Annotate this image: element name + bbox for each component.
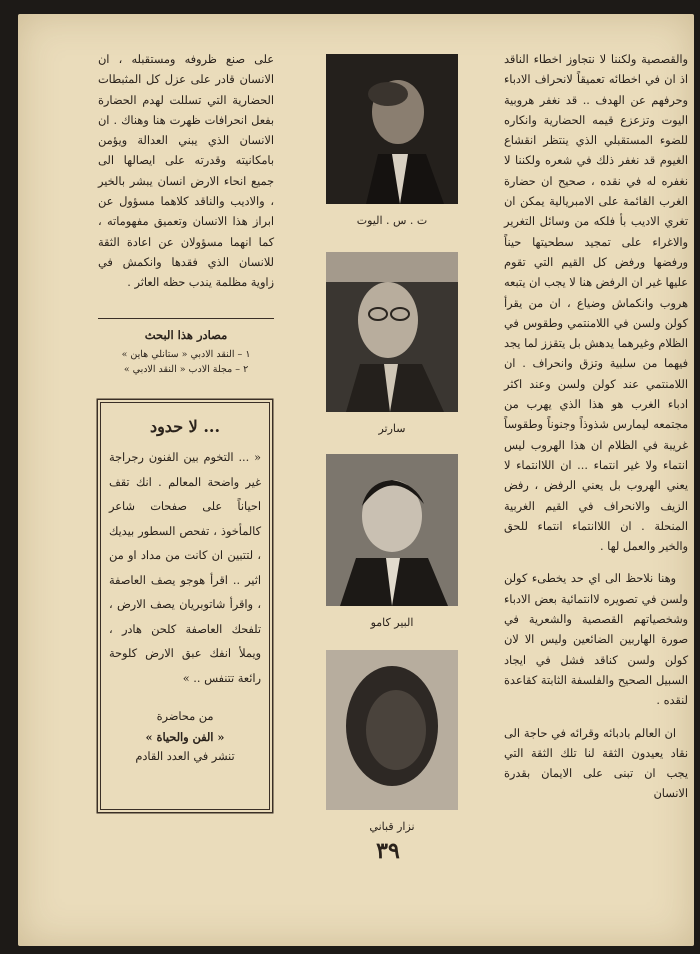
source-line: تنشر في العدد القادم bbox=[135, 750, 235, 763]
photo-qabbani bbox=[326, 650, 458, 810]
references bbox=[98, 328, 274, 377]
article-paragraph: وهنا نلاحظ الى اي حد يخطىء كولن ولسن في تصويره لاانتمائية بعض الادباء وشخصياتهم القصصية والشعرية في صورة الهاربين الضائعين وليس الا لان كولن ولسن كناقد فشل في ايجاد السبيل الصحيح والفلسفة الثابتة كقاعدة لنقده . bbox=[504, 572, 688, 708]
page-number: ٣٩ bbox=[376, 838, 400, 864]
article-paragraph: على صنع ظروفه ومستقبله ، ان الانسان قادر على عزل كل المثبطات الحضارية التي تسللت لهدم الحضارة بفعل انحرافات ظهرت هنا وهناك . ان الانسان الذي يبني العدالة ويؤمن بامكانيته وقدرته على ايصالها الى جميع انحاء الارض انسان يبشر بالخير ، والاديب والناقد كلاهما مسؤول عن ابراز هذا الانسان وتعميق مفهوماته ، كما انهما مسؤولان عن اعادة الثقة للانسان الذي فقدها وانكمش في زاوية مظلمة يندب حظه العاثر . bbox=[98, 53, 274, 290]
photo-camus bbox=[326, 454, 458, 606]
references-title: مصادر هذا البحث bbox=[144, 328, 228, 342]
divider bbox=[98, 318, 274, 319]
article-paragraph: ان العالم بادبائه وقرائه في حاجة الى نقاد يعيدون الثقة لنا تلك الثقة التي يجب ان تبنى على الايمان بقدرة الانسان bbox=[504, 726, 688, 801]
photo-caption: سارتر bbox=[378, 422, 406, 435]
quote-box bbox=[100, 402, 270, 810]
photo-caption: البير كامو bbox=[370, 616, 414, 629]
article-column-right bbox=[504, 50, 688, 805]
photo-caption: ت . س . اليوت bbox=[356, 214, 428, 227]
source-line: من محاضرة bbox=[156, 710, 214, 723]
photo-eliot bbox=[326, 54, 458, 204]
article-paragraph: والقصصية ولكننا لا نتجاوز اخطاء الناقد اذ ان في اخطائه تعميقاً لانحراف الادباء وحرفهم عن الهدف .. قد نغفر هروبية اليوت وتزعزع قيمه الحضارية وانكاره للضوء المستقبلي الذي ينتظر انقشاع الغيوم قد نغفر ذلك في شعره ولكننا لا نغفره له في نقده ، صحيح ان حضارة الغرب القائمة على الامبريالية يمكن ان تغري الاديب بأ فلكه من وسائل التغرير والاغراء على تمجيد سطحيتها حيناً ورفضها ورفض كل القيم التي تقوم عليها غير ان الرفض هنا لا يجب ان يتبعه هروب وانكماش وضياع ، ان من يقرأ كولن ولسن في اللامنتمي وطقوس في الظلام وغيرهما يدهش بل يتقزز لما يجد فيهما من سلبية وتزق وانحراف . ان اللامنتمي عند كولن ولسن وعند اكثر ادباء الغرب هو هذا الذي يهرب من مجتمعه ليمارس شذوذاً وجنوناً وطقوساً غريبة في الظلام ان هذا الهروب ليس انتماء ولا غير انتماء ... ان اللاانتماء لا يعني الهروب بل يعني الرفض ، رفض الزيف والانحراف في القيم الغربية المنحلة . ان اللاانتماء انتماء للحق والخير والعمل لها . bbox=[504, 53, 688, 554]
quote-text: « ... التخوم بين الفنون رجراجة غير واضحة المعالم . انك تقف احياناً على صفحات شاعر كالمأخوذ ، تفحص السطور بيديك ، لتتبين ان كانت من مداد او من اثير .. اقرأ هوجو يصف العاصفة ، واقرأ شاتوبريان يصف الارض ، تلفحك العاصفة كلحن هادر ، ويملأ انفك عبق الارض كلوحة رائعة تتنفس .. » bbox=[109, 451, 261, 685]
article-column-left bbox=[98, 50, 274, 294]
reference-item: ١ – النقد الادبي « ستانلي هاين » bbox=[121, 349, 251, 360]
photo-sartre bbox=[326, 252, 458, 412]
magazine-page bbox=[18, 14, 694, 946]
reference-item: ٢ – مجلة الادب « النقد الادبي » bbox=[123, 364, 249, 375]
source-title: « الفن والحياة » bbox=[145, 730, 225, 744]
photo-caption: نزار قباني bbox=[369, 820, 415, 833]
quote-source bbox=[101, 707, 269, 767]
quote-box-title: ... لا حدود bbox=[149, 417, 221, 436]
